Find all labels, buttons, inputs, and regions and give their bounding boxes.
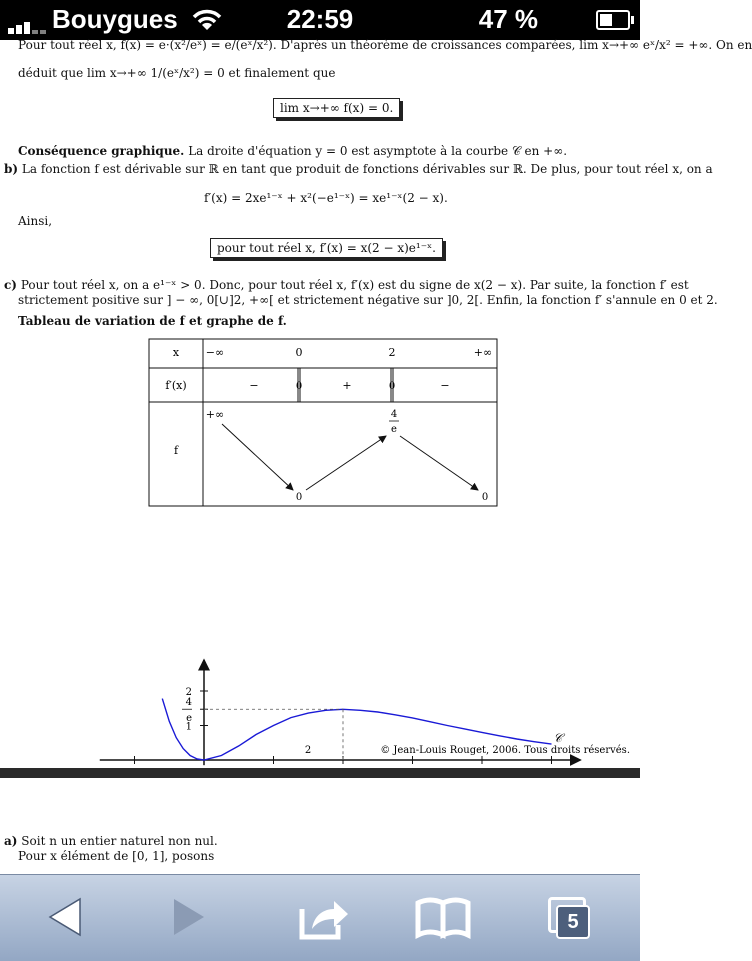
x-value: 0: [295, 346, 303, 359]
item-text: Soit n un entier naturel non nul.: [21, 834, 218, 848]
variation-table: [148, 338, 500, 510]
pdf-page[interactable]: [0, 38, 752, 768]
curve-label: 𝒞: [553, 731, 563, 746]
item-label: a): [4, 834, 18, 848]
tabs-button[interactable]: [548, 897, 592, 937]
y-tick-label: 2: [185, 687, 192, 698]
derivative-formula: f′(x) = 2xe¹⁻ˣ + x²(−e¹⁻ˣ) = xe¹⁻ˣ(2 − x).: [204, 191, 448, 205]
clock: 22:59: [286, 4, 354, 34]
copyright: © Jean-Louis Rouget, 2006. Tous droits réservés.: [380, 745, 630, 756]
f-value: 0: [481, 492, 489, 503]
f-value: 0: [295, 492, 303, 503]
x-value: +∞: [473, 346, 493, 359]
bookmarks-button[interactable]: [408, 887, 478, 947]
back-arrow-icon: [50, 899, 80, 935]
y-tick-label: 1: [185, 721, 192, 733]
page-number: 2: [304, 745, 312, 756]
row-label-f: f: [173, 444, 179, 457]
item-label: c): [4, 278, 17, 292]
y-special-den: e: [186, 713, 192, 725]
table-title: Tableau de variation de f et graphe de f.: [18, 314, 287, 328]
item-text: La fonction f est dérivable sur ℝ en tant que produit de fonctions dérivables sur ℝ. De plus, pour tout réel x, on a: [21, 162, 713, 176]
page-separator: [0, 768, 640, 778]
f-value-den: e: [391, 424, 397, 435]
book-icon: [418, 900, 468, 935]
consequence-title: Conséquence graphique.: [18, 144, 185, 158]
consequence-line: [18, 144, 567, 159]
sign-cell: −: [440, 379, 450, 392]
pdf-page-2[interactable]: [0, 778, 640, 874]
row-label-fprime: f′(x): [165, 379, 187, 392]
sign-cell: +: [342, 379, 352, 392]
carrier-name: Bouygues: [52, 4, 178, 34]
text-line: Ainsi,: [18, 214, 53, 228]
x-value: −∞: [205, 346, 225, 359]
text-line: déduit que lim x→+∞ 1/(eˣ/x²) = 0 et finalement que: [18, 66, 336, 80]
increase-arrow: [306, 436, 386, 490]
function-graph: [0, 510, 640, 768]
text-line: Pour tout réel x, f(x) = e·(x²/eˣ) = e/(eˣ/x²). D'après un théorème de croissances comparées, lim x→+∞ eˣ/x² = +∞. On en: [18, 38, 752, 52]
x-value: 2: [388, 346, 396, 359]
f-value: +∞: [205, 408, 225, 421]
item-a: [4, 834, 218, 848]
derivative-box: pour tout réel x, f′(x) = x(2 − x)e¹⁻ˣ.: [210, 238, 443, 258]
browser-toolbar: [0, 874, 640, 961]
sign-cell: −: [249, 379, 259, 392]
f-value-num: 4: [390, 409, 398, 420]
battery-icon: [596, 10, 630, 30]
result-box: lim x→+∞ f(x) = 0.: [273, 98, 400, 118]
share-icon: [302, 901, 348, 937]
item-c: [4, 278, 689, 292]
text-line: strictement positive sur ] − ∞, 0[∪]2, +∞[ et strictement négative sur ]0, 2[. Enfin, la fonction f′ s'annule en 0 et 2.: [18, 293, 718, 307]
decrease-arrow: [222, 424, 293, 490]
share-button[interactable]: [288, 887, 358, 947]
item-label: b): [4, 162, 19, 176]
battery-percent: 47 %: [478, 4, 538, 34]
tabs-count: 5: [556, 905, 590, 939]
forward-button[interactable]: [154, 887, 224, 947]
item-text: Pour tout réel x, on a e¹⁻ˣ > 0. Donc, pour tout réel x, f′(x) est du signe de x(2 − x). Par suite, la fonction f′ est: [20, 278, 689, 292]
decrease-arrow: [400, 436, 478, 490]
consequence-text: La droite d'équation y = 0 est asymptote à la courbe 𝒞 en +∞.: [188, 144, 568, 158]
sign-cell: 0: [295, 381, 303, 392]
text-line: Pour x élément de [0, 1], posons: [18, 849, 215, 863]
forward-arrow-icon: [174, 899, 204, 935]
y-special-num: 4: [185, 697, 192, 709]
sign-cell: 0: [388, 381, 396, 392]
item-b: [4, 162, 713, 176]
back-button[interactable]: [30, 887, 100, 947]
row-label-x: x: [172, 346, 180, 359]
status-bar: [0, 0, 640, 40]
